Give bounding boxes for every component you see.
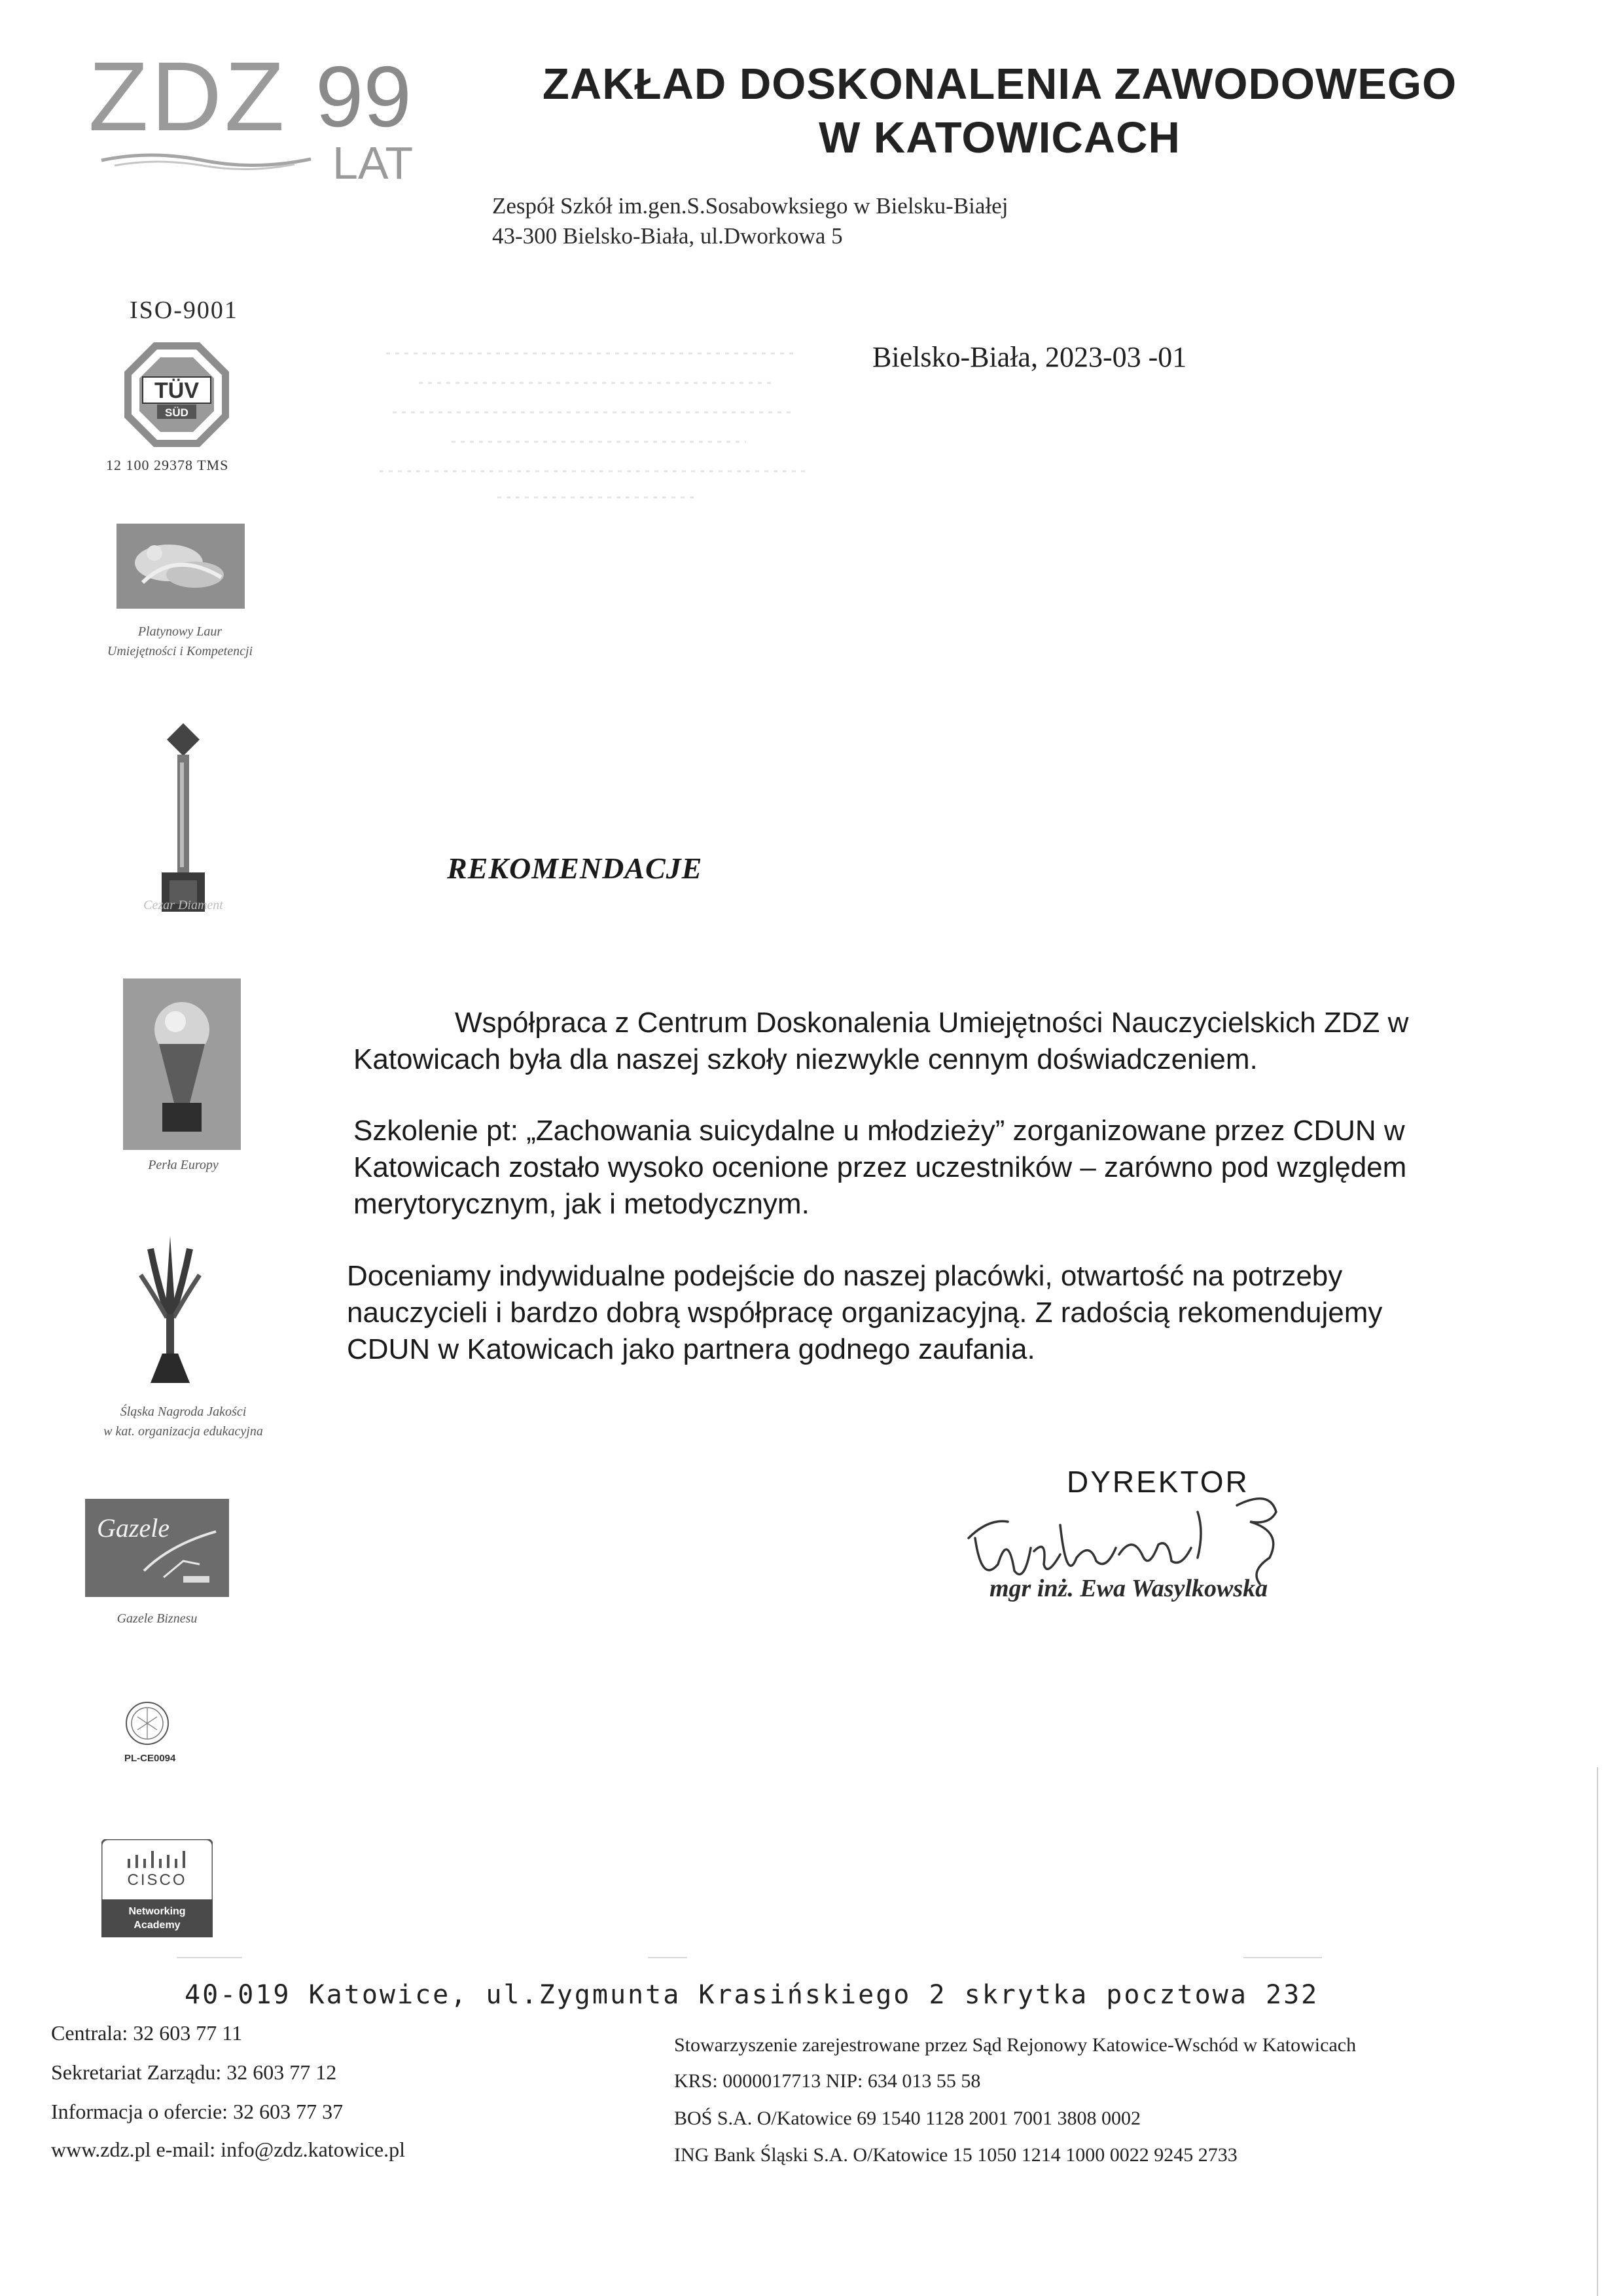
cisco-line-2: Academy [134, 1920, 181, 1931]
award-caption-line: Śląska Nagroda Jakości [120, 1405, 247, 1419]
letter-heading: REKOMENDACJE [447, 852, 703, 885]
tuv-certification-icon [121, 339, 232, 450]
letter-paragraph-2: Szkolenie pt: „Zachowania suicydalne u młodzieży” zorganizowane przez CDUN w Katowicach zostało wysoko ocenione przez uczestników – zarówno pod względem merytorycznym, jak i metodycznym. [353, 1115, 1407, 1220]
award-caption-line: Platynowy Laur [137, 624, 223, 639]
school-name: Zespół Szkół im.gen.S.Sosabowksiego w Bielsku-Białej [492, 193, 1008, 219]
certification-seal-icon [124, 1700, 170, 1746]
organization-title-line-2: W KATOWICACH [819, 113, 1181, 162]
organization-title [488, 58, 1512, 165]
award-caption-line: Umiejętności i Kompetencji [107, 644, 253, 658]
footer-centrala: Centrala: 32 603 77 11 [51, 2021, 243, 2045]
logo-book-swoosh-icon [98, 147, 314, 173]
signature-title: DYREKTOR [1067, 1465, 1249, 1499]
cisco-line-1: Networking [128, 1906, 186, 1917]
footer-bank-ing: ING Bank Śląski S.A. O/Katowice 15 1050 1214 1000 0022 9245 2733 [674, 2144, 1238, 2166]
award-caption-cezar-diament [92, 895, 275, 915]
silesian-quality-award-icon [131, 1229, 209, 1393]
pl-ce-label: PL-CE0094 [124, 1753, 176, 1764]
logo-zdz-text: ZDZ [88, 41, 287, 151]
footer-web-email: www.zdz.pl e-mail: info@zdz.katowice.pl [51, 2138, 405, 2161]
faded-stamp-mark [380, 334, 805, 504]
footer-krs-nip: KRS: 0000017713 NIP: 634 013 55 58 [674, 2070, 981, 2092]
organization-title-line-1: ZAKŁAD DOSKONALENIA ZAWODOWEGO [542, 60, 1457, 109]
footer-bank-bos: BOŚ S.A. O/Katowice 69 1540 1128 2001 7001 3808 0002 [674, 2108, 1141, 2129]
gazele-biznesu-logo-icon [85, 1499, 229, 1597]
platinum-laurel-award-icon [116, 524, 245, 609]
faint-rule [177, 1957, 242, 1958]
award-caption-line: w kat. organizacja edukacyjna [103, 1424, 263, 1439]
faint-rule [1243, 1957, 1322, 1958]
pearl-of-europe-award-icon [123, 978, 241, 1150]
gazele-caption: Gazele Biznesu [116, 1611, 198, 1626]
letter-paragraph-3: Doceniamy indywidualne podejście do naszej placówki, otwartość na potrzeby nauczycieli i bardzo dobrą współpracę organizacyjną. Z radością rekomendujemy CDUN w Katowicach jako partnera godnego zaufania. [347, 1260, 1383, 1365]
footer-address: 40-019 Katowice, ul.Zygmunta Krasińskiego 2 skrytka pocztowa 232 [185, 1980, 1319, 2010]
logo-years: 99 [315, 48, 412, 145]
logo-lat: LAT [332, 137, 414, 188]
award-caption-pearl-of-europe [79, 1155, 288, 1175]
award-caption-platinum-laurel [65, 622, 294, 661]
footer-informacja: Informacja o ofercie: 32 603 77 37 [51, 2100, 344, 2123]
tuv-top-text: TÜV [154, 378, 199, 403]
signature-name: mgr inż. Ewa Wasylkowska [990, 1575, 1268, 1602]
footer-registry: Stowarzyszenie zarejestrowane przez Sąd Rejonowy Katowice-Wschód w Katowicach [674, 2034, 1357, 2056]
tuv-bottom-text: SÜD [165, 406, 188, 419]
award-caption-silesian-quality [46, 1402, 321, 1441]
certificate-number: 12 100 29378 TMS [106, 457, 229, 473]
cisco-networking-academy-logo-icon [101, 1839, 213, 1937]
letter-date: Bielsko-Biała, 2023-03 -01 [872, 341, 1187, 373]
iso-label: ISO-9001 [130, 296, 238, 324]
faint-rule [648, 1957, 687, 1958]
cisco-name: CISCO [127, 1871, 187, 1889]
letter-paragraph-1: Współpraca z Centrum Doskonalenia Umiejętności Nauczycielskich ZDZ w Katowicach była dla naszej szkoły niezwykle cennym doświadczeniem. [353, 1007, 1409, 1075]
award-caption-line: Cezar Diament [143, 898, 223, 912]
award-caption-line: Perła Europy [148, 1158, 219, 1172]
school-address: 43-300 Bielsko-Biała, ul.Dworkowa 5 [492, 223, 843, 249]
scan-edge-line [1597, 1767, 1598, 2296]
footer-sekretariat: Sekretariat Zarządu: 32 603 77 12 [51, 2060, 337, 2084]
diamond-trophy-icon [147, 723, 219, 920]
gazele-logo-text: Gazele [97, 1513, 170, 1543]
